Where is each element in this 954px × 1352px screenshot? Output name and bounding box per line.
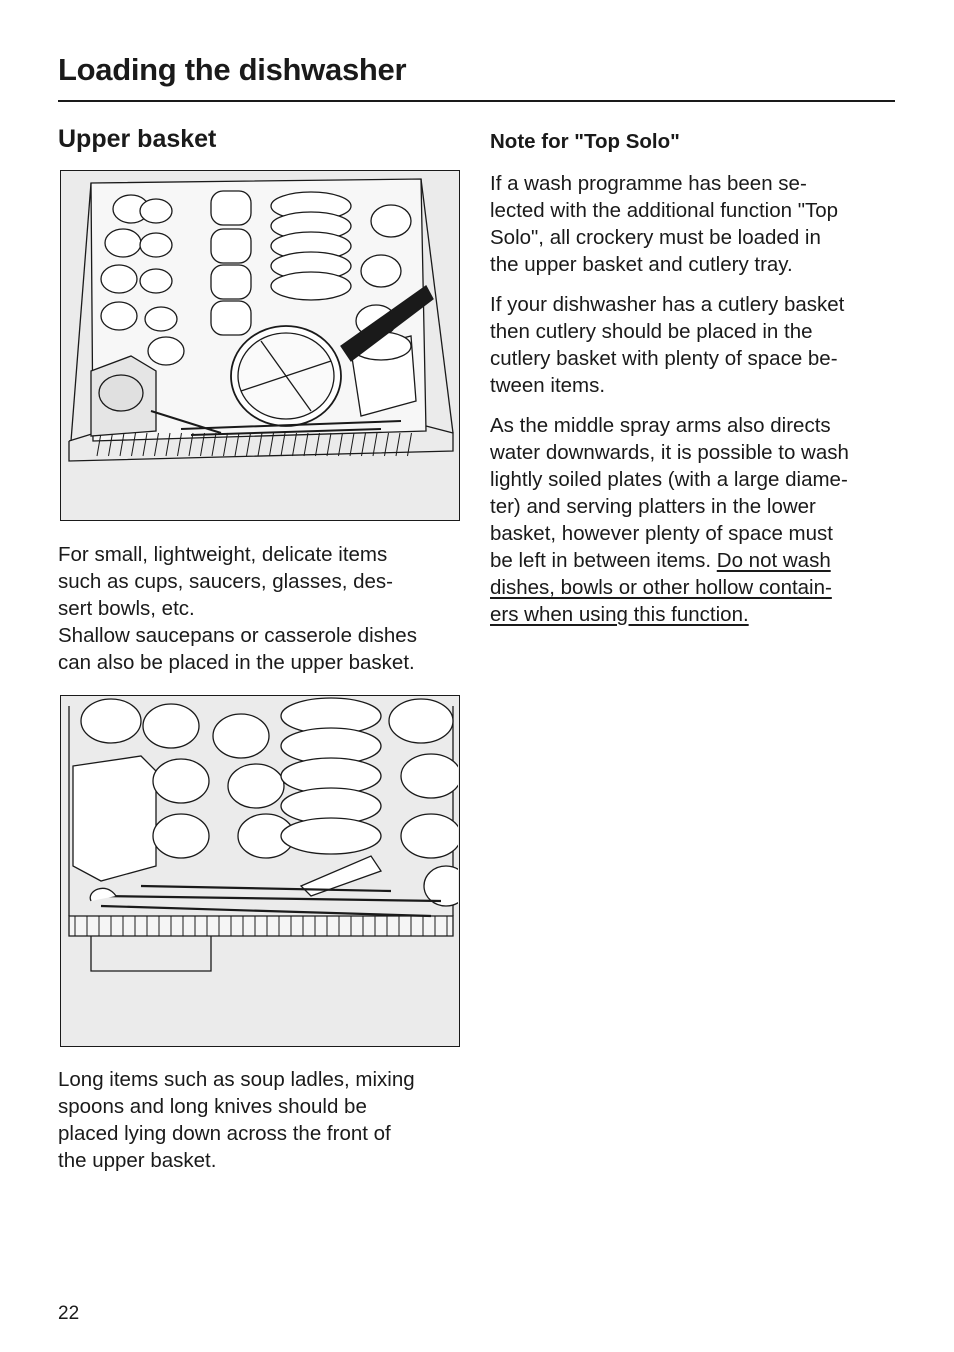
text-line: spoons and long knives should be — [58, 1095, 367, 1118]
text-line: As the middle spray arms also directs — [490, 414, 831, 437]
upper-basket-long-items-illustration — [60, 695, 460, 1047]
text-line: sert bowls, etc. — [58, 597, 195, 620]
upper-basket-illustration — [60, 170, 460, 521]
text-line: ter) and serving platters in the lower — [490, 495, 816, 518]
text-line: lected with the additional function "Top — [490, 199, 839, 222]
note-paragraph-3 — [490, 412, 849, 628]
text-line: If your dishwasher has a cutlery basket — [490, 293, 845, 316]
text-line: the upper basket. — [58, 1149, 217, 1172]
text-line: Long items such as soup ladles, mixing — [58, 1068, 415, 1091]
long-items-description — [58, 1066, 415, 1174]
page-number: 22 — [58, 1303, 80, 1324]
title-divider — [58, 100, 895, 102]
text-line: the upper basket and cutlery tray. — [490, 253, 793, 276]
warning-underlined-text: ers when using this function. — [490, 603, 749, 626]
page-title: Loading the dishwasher — [58, 52, 407, 87]
text-line: Solo", all crockery must be loaded in — [490, 226, 821, 249]
upper-basket-description — [58, 541, 417, 676]
text-line: can also be placed in the upper basket. — [58, 651, 415, 674]
text-line: lightly soiled plates (with a large diame- — [490, 468, 848, 491]
text-line: such as cups, saucers, glasses, des- — [58, 570, 393, 593]
warning-underlined-text: Do not wash — [716, 549, 831, 572]
section-heading: Upper basket — [58, 125, 217, 153]
text-line: cutlery basket with plenty of space be- — [490, 347, 838, 370]
text-line: placed lying down across the front of — [58, 1122, 391, 1145]
text-line: tween items. — [490, 374, 606, 397]
text-line: water downwards, it is possible to wash — [490, 441, 849, 464]
top-solo-note — [490, 170, 849, 641]
text-line: basket, however plenty of space must — [490, 522, 833, 545]
note-paragraph-2 — [490, 291, 849, 399]
text-line: Shallow saucepans or casserole dishes — [58, 624, 417, 647]
warning-underlined-text: dishes, bowls or other hollow contain- — [490, 576, 832, 599]
text-line: If a wash programme has been se- — [490, 172, 807, 195]
note-heading: Note for "Top Solo" — [490, 130, 680, 153]
text-line: be left in between items. — [490, 549, 717, 572]
note-paragraph-1 — [490, 170, 849, 278]
text-line: For small, lightweight, delicate items — [58, 543, 388, 566]
text-line: then cutlery should be placed in the — [490, 320, 813, 343]
